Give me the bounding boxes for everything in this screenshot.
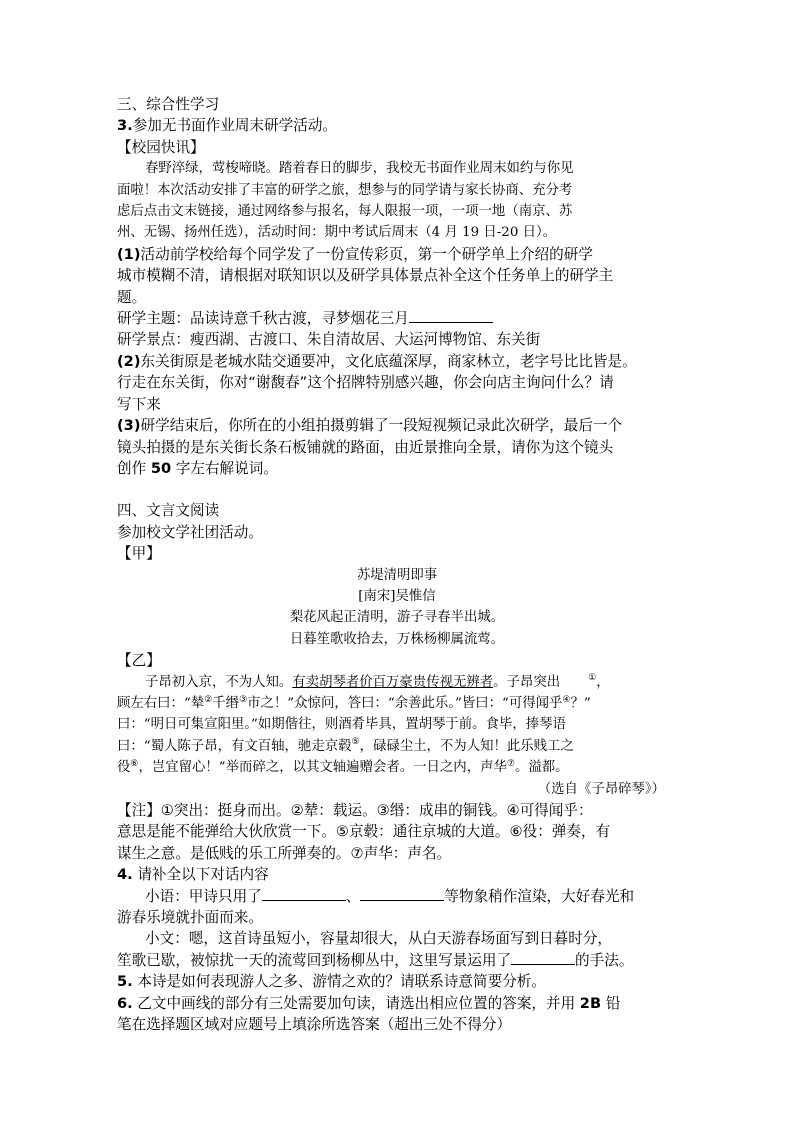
prose-line-3: 曰：“明日可集宣阳里。”如期偕往，则酒肴毕具，置胡琴于前。食毕，捧琴语 <box>117 717 566 733</box>
section4-heading: 四、文言文阅读 <box>117 502 220 520</box>
q3-part3-number: (3) <box>117 417 141 435</box>
q4-text: 笙歌已歇，被惊扰一天的流莺回到杨柳丛中，这里写景运用了 <box>117 951 512 969</box>
q6-number: 6. <box>117 994 133 1012</box>
poem-line-2: 日暮笙歌收拾去，万株杨柳属流莺。 <box>289 631 505 647</box>
q3-part3-text-a: 创作 <box>117 459 151 477</box>
theme-answer-blank[interactable] <box>409 308 493 323</box>
notes-line-1: 【注】①突出：挺身而出。②辇：载运。③缗：成串的铜钱。④可得闻乎： <box>117 802 593 819</box>
theme-label: 研学主题：品读诗意千秋古渡，寻梦烟花三月 <box>117 310 409 328</box>
notes-line-3: 谋生之意。是低贱的乐工所弹奏的。⑦声华：声名。 <box>117 844 452 862</box>
jia-tag: 【甲】 <box>117 545 161 563</box>
spots-line: 研学景点：瘦西湖、古渡口、朱自清故居、大运河博物馆、东关街 <box>117 331 541 349</box>
prose-line-1: 子昂初入京，不为人知。有卖胡琴者价百万豪贵传视无辨者。子昂突出 ①， <box>145 673 610 690</box>
theme-line <box>117 308 677 329</box>
q3-part3-text-b: 字左右解说词。 <box>171 459 278 477</box>
q3-part3-line-2: 镜头拍摄的是东关街长条石板铺就的路面，由近景推向全景，请你为这个镜头 <box>117 438 614 456</box>
q3-part1-line-3: 题。 <box>117 288 147 306</box>
q4-text: 小语：甲诗只用了 <box>145 887 262 905</box>
q3-part1-line-1 <box>117 244 677 265</box>
poem-author: [南宋]吴惟信 <box>358 588 436 604</box>
news-line-3: 虑后点击文末链接，通过网络参与报名，每人限报一项，一项一地（南京、苏 <box>117 204 573 220</box>
prose-text: 千缗 <box>212 695 240 711</box>
news-line-1: 春野淬绿，莺梭啼晓。踏着春日的脚步，我校无书面作业周末如约与你见 <box>145 161 574 177</box>
q3-part3-line-1 <box>117 415 677 436</box>
prose-text: 役 <box>117 760 131 776</box>
q6-line-1 <box>117 993 677 1014</box>
q6-pencil-grade: 2B <box>579 994 602 1012</box>
prose-text: 市之！”众惊问，答曰：“余善此乐。”皆曰：“可得闻乎 <box>247 695 563 711</box>
prose-text: 曰：“蜀人陈子昂，有文百轴，驰走京毂 <box>117 738 352 754</box>
prose-text: ，碌碌尘土，不为人知！此乐贱工之 <box>359 738 574 754</box>
notes-line-2: 意思是能不能弹给大伙欣赏一下。⑤京毂：通往京城的大道。⑥役：弹奏，有 <box>117 823 611 841</box>
prose-text: 。溢都。 <box>514 760 569 776</box>
section4-intro: 参加校文学社团活动。 <box>117 523 263 541</box>
q3-part2-line-3: 写下来 <box>117 395 161 413</box>
prose-line-2: 顾左右曰：“辇②千缗③市之！”众惊问，答曰：“余善此乐。”皆曰：“可得闻乎④？” <box>117 694 591 711</box>
q6-line-2: 笔在选择题区域对应题号上填涂所选答案（超出三处不得分） <box>117 1016 512 1034</box>
news-tag: 【校园快讯】 <box>117 138 205 156</box>
q3-word-count: 50 <box>150 459 172 477</box>
q4-answer-blank-1[interactable] <box>262 886 346 901</box>
prose-source: （选自《子昂碎琴》） <box>537 781 665 797</box>
q4-answer-blank-2[interactable] <box>360 886 444 901</box>
prose-text: 顾左右曰：“辇 <box>117 695 205 711</box>
q4-answer-blank-3[interactable] <box>511 950 575 965</box>
section3-heading: 三、综合性学习 <box>117 96 220 113</box>
poem-title: 苏堤清明即事 <box>356 567 438 583</box>
q4-text: 、 <box>345 887 361 905</box>
q5-text: 本诗是如何表现游人之多、游情之欢的？请联系诗意简要分析。 <box>132 973 546 991</box>
news-line-4: 州、无锡、扬州任选），活动时间：期中考试后周末（4 月 19 日-20 日）。 <box>117 225 557 241</box>
q4-stem <box>117 864 677 885</box>
poem-line-1: 梨花风起正清明，游子寻春半出城。 <box>289 610 505 626</box>
prose-line-5: 役⑥，岂宜留心！”举而碎之，以其文轴遍赠会者。一日之内，声华⑦。溢都。 <box>117 758 569 776</box>
q3-stem <box>117 115 677 136</box>
q4-xiaowen-line-1: 小文：嗯，这首诗虽短小，容量却很大，从白天游春场面写到日暮时分， <box>145 930 613 948</box>
q4-text: 的手法。 <box>575 951 634 969</box>
news-line-2: 面啦！本次活动安排了丰富的研学之旅，想参与的同学请与家长协商、充分考 <box>117 182 573 198</box>
yi-tag: 【乙】 <box>117 652 161 670</box>
prose-text: ， <box>596 674 610 690</box>
q3-part2-text-1: 东关街原是老城水陆交通要冲，文化底蕴深厚，商家林立，老字号比比皆是。 <box>140 352 637 370</box>
worksheet-page <box>117 94 677 1035</box>
q3-part1-text-1: 活动前学校给每个同学发了一份宣传彩页，第一个研学单上介绍的研学 <box>140 245 593 263</box>
q3-part2-line-1 <box>117 351 677 372</box>
q4-number: 4. <box>117 866 133 884</box>
q4-text: 等物象稍作渲染，大好春光和 <box>444 887 635 905</box>
q3-number: 3. <box>117 117 133 135</box>
q3-part2-line-2: 行走在东关街，你对“谢馥春”这个招牌特别感兴趣，你会向店主询问什么？请 <box>117 374 614 392</box>
q4-xiaoyu-line-1 <box>117 886 677 907</box>
q5-line <box>117 971 677 992</box>
q3-part1-line-2: 城市模糊不清，请根据对联知识以及研学具体景点补全这个任务单上的研学主 <box>117 267 614 285</box>
q3-part1-number: (1) <box>117 245 141 263</box>
q4-xiaowen-line-2 <box>117 950 677 971</box>
q6-text: 铅 <box>601 994 621 1012</box>
q3-stem-text: 参加无书面作业周末研学活动。 <box>132 117 338 135</box>
prose-text: 。子昂突出 <box>493 674 561 690</box>
prose-line-4: 曰：“蜀人陈子昂，有文百轴，驰走京毂⑤，碌碌尘土，不为人知！此乐贱工之 <box>117 737 574 754</box>
q5-number: 5. <box>117 973 133 991</box>
q3-part3-line-3 <box>117 458 677 479</box>
q6-text: 乙文中画线的部分有三处需要加句读，请选出相应位置的答案，并用 <box>132 994 580 1012</box>
section-gap <box>117 479 677 500</box>
prose-text: ？” <box>570 695 591 711</box>
q3-part2-number: (2) <box>117 352 141 370</box>
q3-part3-text-1: 研学结束后，你所在的小组拍摄剪辑了一段短视频记录此次研学，最后一个 <box>140 417 623 435</box>
q4-stem-text: 请补全以下对话内容 <box>132 866 269 884</box>
underlined-sentence: 有卖胡琴者价百万豪贵传视无辨者 <box>292 674 494 690</box>
q4-xiaoyu-line-2: 游春乐境就扑面而来。 <box>117 909 263 927</box>
prose-text: 子昂初入京，不为人知。 <box>145 674 293 690</box>
prose-text: ，岂宜留心！”举而碎之，以其文轴遍赠会者。一日之内，声华 <box>138 760 507 776</box>
